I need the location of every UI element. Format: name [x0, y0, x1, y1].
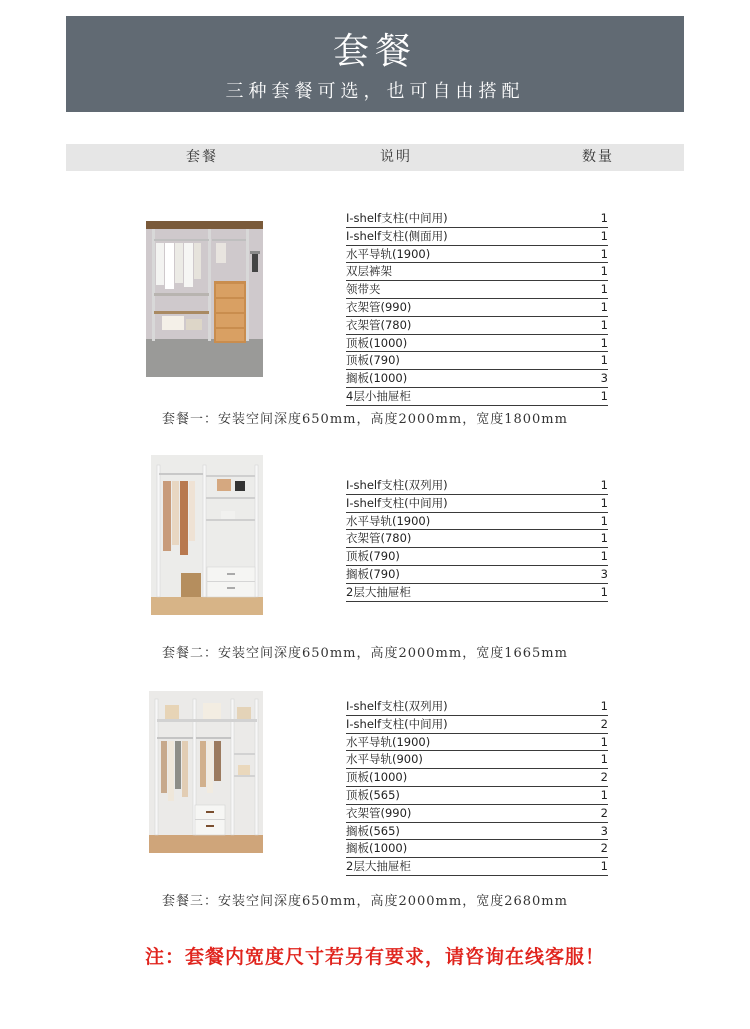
item-quantity: 1: [600, 228, 608, 243]
item-name: 水平导轨(900): [346, 752, 423, 767]
item-quantity: 1: [600, 859, 608, 874]
list-item: [346, 263, 608, 281]
list-item: [346, 548, 608, 566]
list-item: [346, 513, 608, 531]
package-1-item-list: [346, 210, 608, 406]
list-item: [346, 769, 608, 787]
item-quantity: 3: [600, 823, 608, 838]
list-item: [346, 787, 608, 805]
item-name: 衣架管(780): [346, 531, 412, 546]
list-item: [346, 734, 608, 752]
list-item: [346, 823, 608, 841]
package-3-image: [149, 691, 263, 853]
item-name: I-shelf支柱(双列用): [346, 478, 448, 492]
package-3-spec: 套餐三：安装空间深度650mm，高度2000mm，宽度2680mm: [162, 894, 568, 909]
item-quantity: 1: [600, 478, 608, 492]
item-quantity: 1: [600, 699, 608, 713]
item-quantity: 1: [600, 584, 608, 599]
item-name: 领带夹: [346, 282, 381, 297]
item-quantity: 1: [600, 388, 608, 403]
package-2-image: [151, 455, 263, 615]
item-name: 顶板(790): [346, 549, 400, 564]
column-header-package: 套餐: [186, 149, 218, 165]
item-name: I-shelf支柱(中间用): [346, 495, 448, 510]
list-item: [346, 477, 608, 495]
item-name: 双层裤架: [346, 264, 392, 279]
item-name: 顶板(1000): [346, 335, 408, 350]
list-item: [346, 840, 608, 858]
page-title: 套餐: [332, 31, 417, 72]
item-quantity: 1: [600, 299, 608, 314]
list-item: [346, 698, 608, 716]
footer-note: 注：套餐内宽度尺寸若另有要求，请咨询在线客服！: [144, 946, 605, 968]
item-quantity: 1: [600, 264, 608, 279]
item-quantity: 3: [600, 566, 608, 581]
item-name: I-shelf支柱(中间用): [346, 716, 448, 731]
list-item: [346, 566, 608, 584]
item-quantity: 2: [600, 805, 608, 820]
package-1-spec: 套餐一：安装空间深度650mm，高度2000mm，宽度1800mm: [162, 412, 568, 427]
package-3-item-list: [346, 698, 608, 876]
column-header-bar: [66, 144, 684, 171]
list-item: [346, 299, 608, 317]
item-name: 搁板(790): [346, 566, 400, 581]
item-name: 搁板(1000): [346, 841, 408, 856]
item-name: 衣架管(990): [346, 299, 412, 314]
item-quantity: 1: [600, 335, 608, 350]
list-item: [346, 210, 608, 228]
list-item: [346, 751, 608, 769]
item-name: 顶板(565): [346, 787, 400, 802]
header-banner: [66, 16, 684, 112]
item-quantity: 1: [600, 734, 608, 749]
item-name: I-shelf支柱(双列用): [346, 699, 448, 713]
item-quantity: 1: [600, 752, 608, 767]
item-quantity: 1: [600, 317, 608, 332]
list-item: [346, 495, 608, 513]
item-name: 衣架管(990): [346, 805, 412, 820]
list-item: [346, 246, 608, 264]
item-name: I-shelf支柱(中间用): [346, 211, 448, 225]
column-header-description: 说明: [380, 149, 412, 165]
list-item: [346, 335, 608, 353]
list-item: [346, 228, 608, 246]
item-quantity: 2: [600, 841, 608, 856]
item-name: 4层小抽屉柜: [346, 388, 411, 403]
item-quantity: 1: [600, 495, 608, 510]
list-item: [346, 584, 608, 602]
list-item: [346, 281, 608, 299]
item-quantity: 2: [600, 716, 608, 731]
item-quantity: 1: [600, 531, 608, 546]
item-quantity: 1: [600, 353, 608, 368]
item-quantity: 1: [600, 549, 608, 564]
item-name: 搁板(565): [346, 823, 400, 838]
list-item: [346, 530, 608, 548]
item-quantity: 1: [600, 787, 608, 802]
item-name: 水平导轨(1900): [346, 734, 431, 749]
item-quantity: 1: [600, 211, 608, 225]
column-header-quantity: 数量: [582, 149, 614, 165]
item-name: I-shelf支柱(侧面用): [346, 228, 448, 243]
item-quantity: 1: [600, 282, 608, 297]
item-name: 2层大抽屉柜: [346, 584, 411, 599]
list-item: [346, 716, 608, 734]
list-item: [346, 317, 608, 335]
item-name: 衣架管(780): [346, 317, 412, 332]
item-quantity: 3: [600, 371, 608, 386]
package-2-spec: 套餐二：安装空间深度650mm，高度2000mm，宽度1665mm: [162, 646, 568, 661]
list-item: [346, 370, 608, 388]
item-quantity: 1: [600, 513, 608, 528]
page-subtitle: 三种套餐可选，也可自由搭配: [225, 81, 525, 102]
list-item: [346, 388, 608, 406]
item-quantity: 1: [600, 246, 608, 261]
item-name: 水平导轨(1900): [346, 246, 431, 261]
item-name: 2层大抽屉柜: [346, 859, 411, 874]
package-1-image: [146, 221, 263, 377]
list-item: [346, 352, 608, 370]
list-item: [346, 805, 608, 823]
list-item: [346, 858, 608, 876]
item-name: 搁板(1000): [346, 371, 408, 386]
package-2-item-list: [346, 477, 608, 602]
item-name: 水平导轨(1900): [346, 513, 431, 528]
item-quantity: 2: [600, 770, 608, 785]
item-name: 顶板(1000): [346, 770, 408, 785]
item-name: 顶板(790): [346, 353, 400, 368]
